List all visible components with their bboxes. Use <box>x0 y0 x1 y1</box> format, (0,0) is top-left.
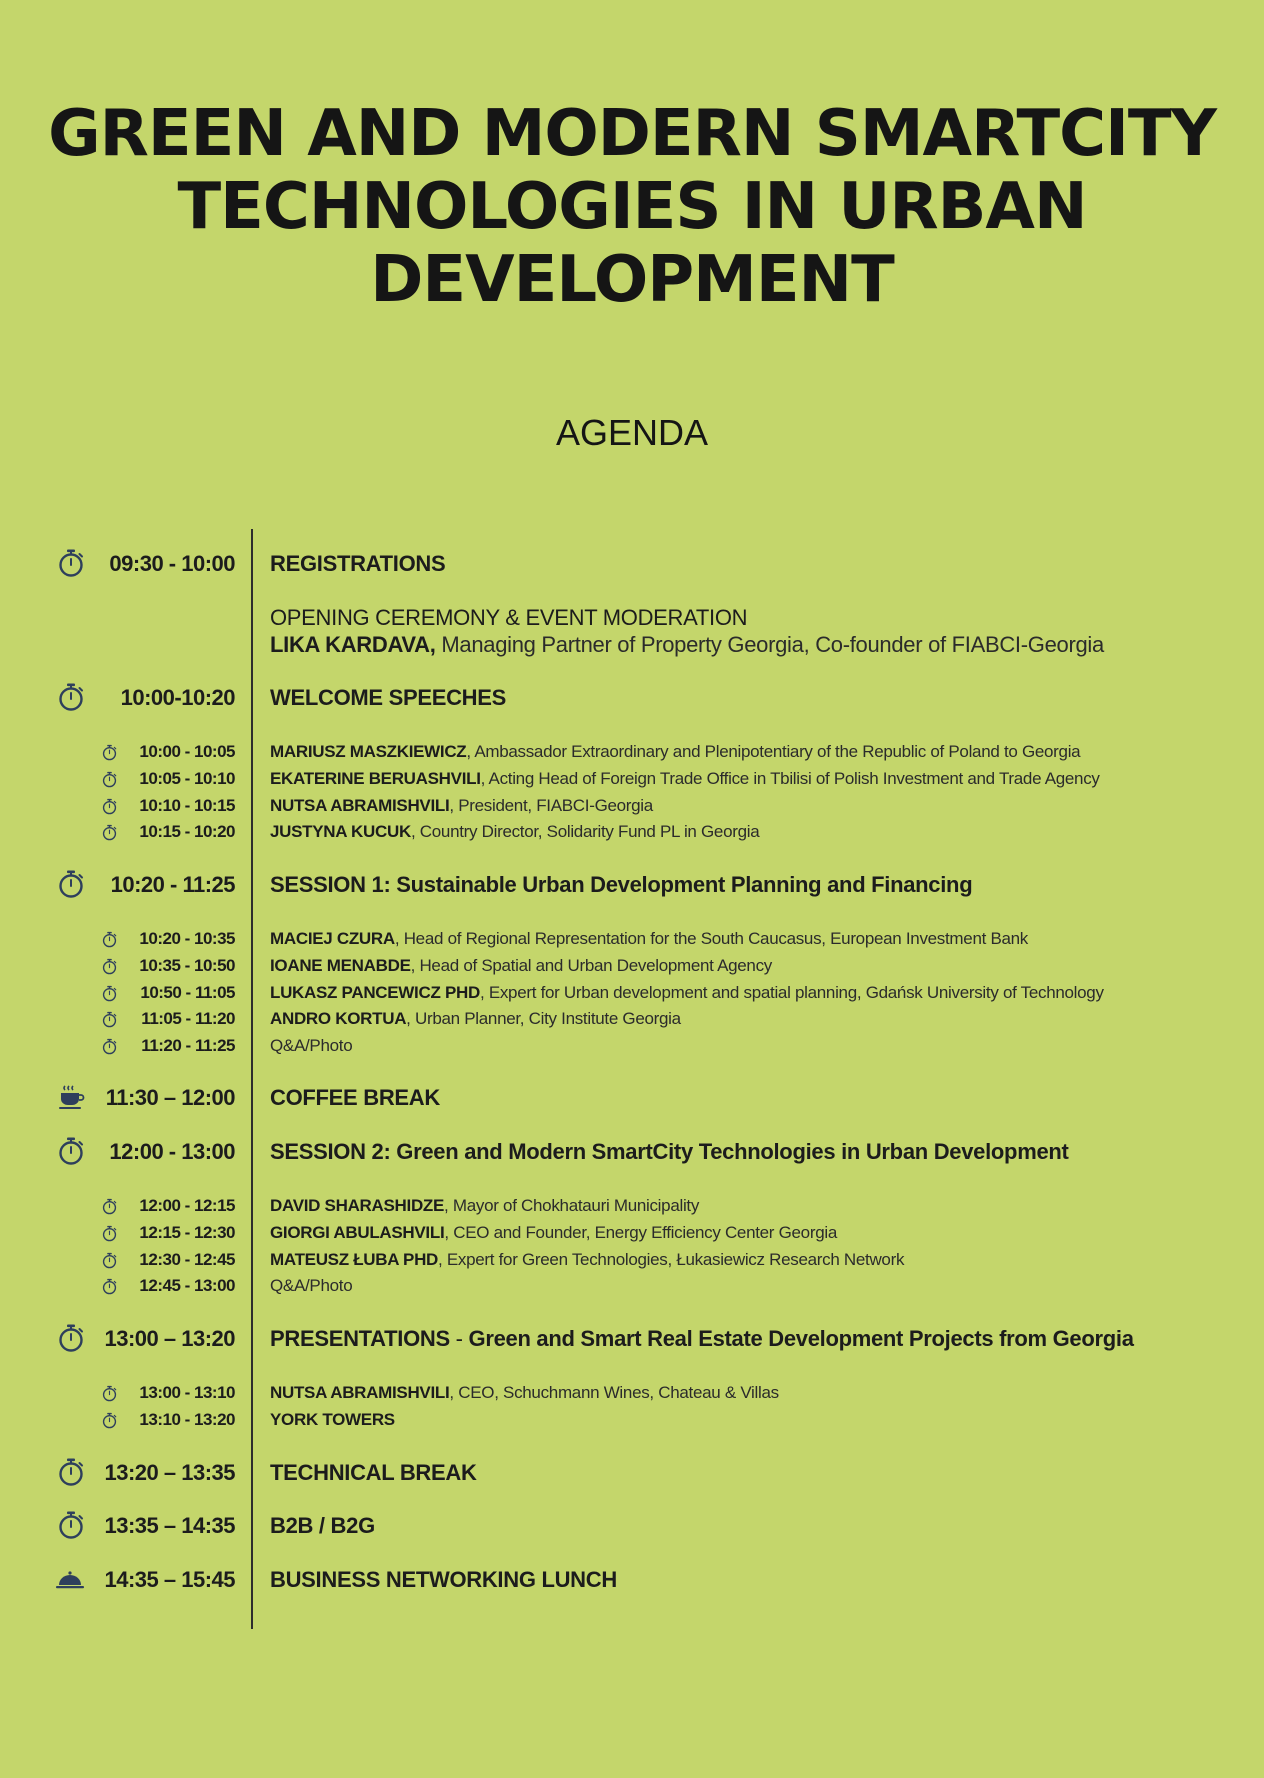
speaker-name: ANDRO KORTUA <box>270 1009 407 1029</box>
speaker-description: , Acting Head of Foreign Trade Office in Tbilisi of Polish Investment and Trade Agency <box>480 768 1100 788</box>
time: 13:00 - 13:10 <box>139 1383 235 1402</box>
time: 11:30 – 12:00 <box>105 1085 235 1110</box>
stopwatch-icon <box>101 985 118 1002</box>
speaker <box>270 742 1080 762</box>
speaker <box>270 1009 681 1029</box>
session-label: BUSINESS NETWORKING LUNCH <box>270 1567 617 1592</box>
presentations-prefix: PRESENTATIONS <box>270 1326 450 1351</box>
time: 12:30 - 12:45 <box>139 1249 235 1269</box>
speaker-name: GIORGI ABULASHVILI <box>270 1222 445 1242</box>
presentations-title: Green and Smart Real Estate Development Projects from Georgia <box>468 1326 1134 1351</box>
moderator-name: LIKA KARDAVA, <box>270 632 436 657</box>
stopwatch-icon <box>101 1278 118 1295</box>
session-label: B2B / B2G <box>270 1513 375 1538</box>
session-label: SESSION 2: Green and Modern SmartCity Technologies in Urban Development <box>270 1139 1069 1164</box>
stopwatch-icon <box>56 548 86 578</box>
speaker-description: , Head of Spatial and Urban Development Agency <box>410 955 772 975</box>
speaker-description: , CEO and Founder, Energy Efficiency Center Georgia <box>444 1222 837 1242</box>
speaker-description: Q&A/Photo <box>270 1276 353 1296</box>
session-label <box>270 1326 1134 1352</box>
page-title <box>40 98 1224 317</box>
presentations-separator: - <box>449 1326 469 1351</box>
stopwatch-icon <box>101 1225 118 1242</box>
speaker <box>270 929 1028 949</box>
moderator-description: Managing Partner of Property Georgia, Co-founder of FIABCI-Georgia <box>435 632 1104 657</box>
stopwatch-icon <box>56 682 86 712</box>
time: 11:05 - 11:20 <box>141 1009 235 1029</box>
speaker-description: , Country Director, Solidarity Fund PL in Georgia <box>410 822 760 842</box>
title-line-3: DEVELOPMENT <box>370 243 894 317</box>
stopwatch-icon <box>101 1038 118 1055</box>
title-line-1: GREEN AND MODERN SMARTCITY <box>48 97 1216 171</box>
opening-moderator <box>270 631 1104 658</box>
time: 13:00 – 13:20 <box>104 1326 235 1351</box>
stopwatch-icon <box>101 798 118 815</box>
speaker <box>270 956 772 976</box>
time: 14:35 – 15:45 <box>104 1567 235 1592</box>
stopwatch-icon <box>101 1252 118 1269</box>
speaker-name: YORK TOWERS <box>270 1409 395 1429</box>
speaker-name: MACIEJ CZURA <box>270 929 395 948</box>
time: 10:00 - 10:05 <box>139 742 235 761</box>
time: 12:00 - 12:15 <box>139 1196 235 1215</box>
speaker-description: , Urban Planner, City Institute Georgia <box>406 1009 681 1029</box>
speaker <box>270 822 759 842</box>
session-label: TECHNICAL BREAK <box>270 1460 477 1485</box>
speaker-name: DAVID SHARASHIDZE <box>270 1196 445 1215</box>
speaker <box>270 769 1100 789</box>
time: 11:20 - 11:25 <box>141 1036 235 1056</box>
stopwatch-icon <box>101 744 118 761</box>
time: 10:05 - 10:10 <box>139 768 235 788</box>
session-label: COFFEE BREAK <box>270 1085 440 1110</box>
speaker-description: , Expert for Urban development and spatial planning, Gdańsk University of Technology <box>479 982 1104 1002</box>
speaker-description: , Head of Regional Representation for the South Caucasus, European Investment Bank <box>394 929 1028 948</box>
speaker-description: , Ambassador Extraordinary and Plenipotentiary of the Republic of Poland to Georgia <box>466 742 1081 761</box>
speaker <box>270 1036 352 1056</box>
time: 10:20 - 11:25 <box>110 872 235 897</box>
time: 10:15 - 10:20 <box>139 822 235 842</box>
speaker <box>270 796 653 816</box>
session-label: REGISTRATIONS <box>270 551 446 576</box>
session-label: WELCOME SPEECHES <box>270 685 507 710</box>
stopwatch-icon <box>56 1323 86 1353</box>
opening-title: OPENING CEREMONY & EVENT MODERATION <box>270 605 748 630</box>
speaker <box>270 1250 904 1270</box>
speaker-name: NUTSA ABRAMISHVILI <box>270 795 450 815</box>
stopwatch-icon <box>101 1011 118 1028</box>
speaker-name: JUSTYNA KUCUK <box>270 822 411 842</box>
time: 10:10 - 10:15 <box>139 795 235 815</box>
session-label: SESSION 1: Sustainable Urban Development Planning and Financing <box>270 872 973 897</box>
stopwatch-icon <box>56 1510 86 1540</box>
title-line-2: TECHNOLOGIES IN URBAN <box>177 170 1087 244</box>
speaker-description: , Expert for Green Technologies, Łukasiewicz Research Network <box>438 1249 905 1269</box>
time: 12:45 - 13:00 <box>139 1276 235 1296</box>
opening-ceremony <box>270 604 1104 658</box>
speaker-name: LUKASZ PANCEWICZ PHD <box>270 982 480 1002</box>
timeline-divider <box>251 529 253 1629</box>
time: 10:35 - 10:50 <box>139 955 235 975</box>
speaker-name: MATEUSZ ŁUBA PHD <box>270 1249 439 1269</box>
speaker <box>270 1410 395 1430</box>
speaker <box>270 983 1104 1003</box>
speaker-name: MARIUSZ MASZKIEWICZ <box>270 742 467 761</box>
speaker-description: , CEO, Schuchmann Wines, Chateau & Villas <box>449 1383 779 1402</box>
food-cloche-icon <box>54 1564 86 1594</box>
stopwatch-icon <box>56 1136 86 1166</box>
speaker <box>270 1383 779 1403</box>
stopwatch-icon <box>101 931 118 948</box>
stopwatch-icon <box>101 958 118 975</box>
time: 13:20 – 13:35 <box>104 1460 235 1485</box>
speaker <box>270 1196 699 1216</box>
speaker-name: EKATERINE BERUASHVILI <box>270 768 481 788</box>
stopwatch-icon <box>101 771 118 788</box>
speaker-description: Q&A/Photo <box>270 1036 353 1056</box>
speaker-description: , Mayor of Chokhatauri Municipality <box>444 1196 700 1215</box>
stopwatch-icon <box>101 1198 118 1215</box>
coffee-cup-icon <box>56 1082 86 1112</box>
time: 10:00-10:20 <box>120 685 235 710</box>
speaker-name: IOANE MENABDE <box>270 955 411 975</box>
stopwatch-icon <box>56 869 86 899</box>
stopwatch-icon <box>101 824 118 841</box>
stopwatch-icon <box>56 1457 86 1487</box>
speaker-name: NUTSA ABRAMISHVILI <box>270 1383 450 1402</box>
speaker <box>270 1276 352 1296</box>
time: 09:30 - 10:00 <box>109 551 235 576</box>
speaker-description: , President, FIABCI-Georgia <box>449 795 653 815</box>
time: 13:10 - 13:20 <box>139 1409 235 1429</box>
time: 10:50 - 11:05 <box>140 982 235 1002</box>
stopwatch-icon <box>101 1385 118 1402</box>
speaker <box>270 1223 837 1243</box>
agenda-heading: AGENDA <box>555 412 709 453</box>
time: 13:35 – 14:35 <box>104 1513 235 1538</box>
time: 12:00 - 13:00 <box>109 1139 235 1164</box>
stopwatch-icon <box>101 1412 118 1429</box>
time: 12:15 - 12:30 <box>139 1222 235 1242</box>
time: 10:20 - 10:35 <box>139 929 235 948</box>
